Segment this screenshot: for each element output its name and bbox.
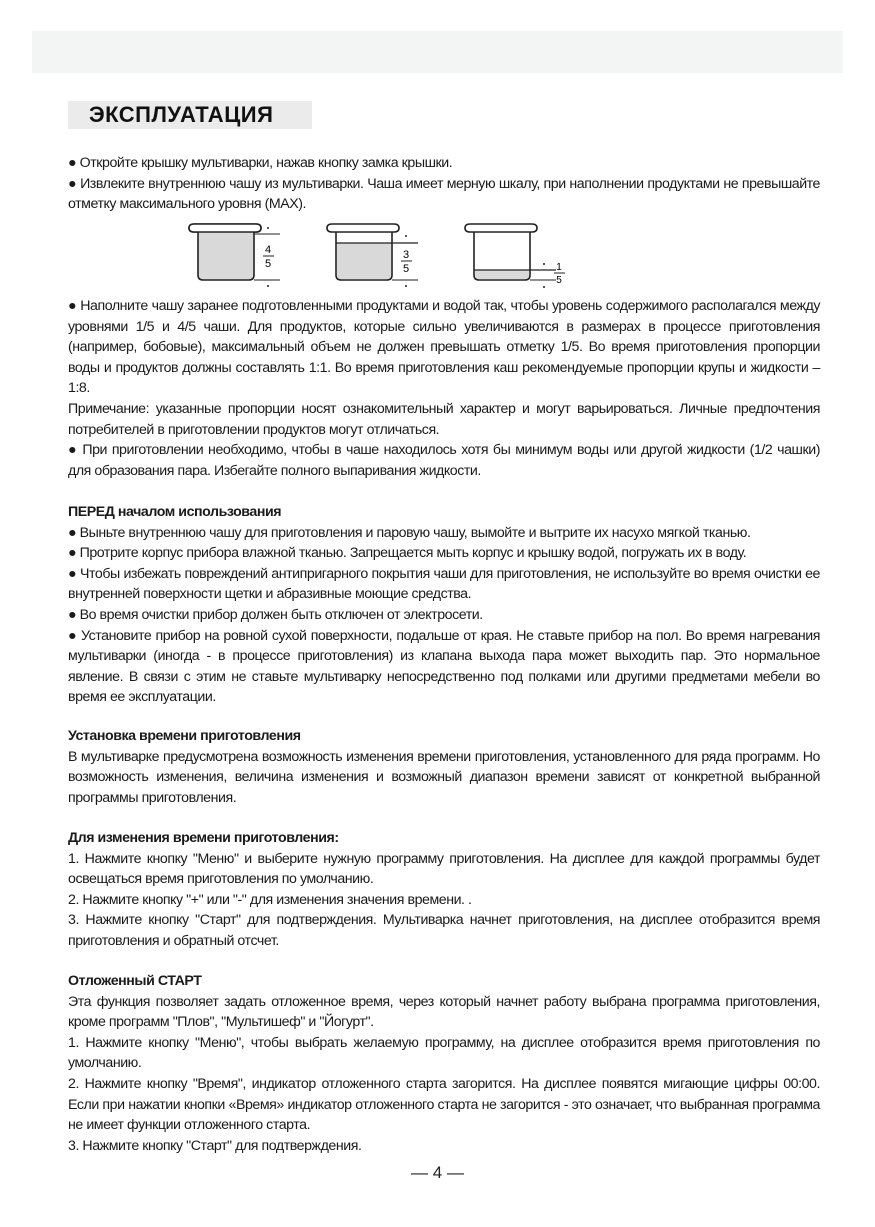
- fraction-denominator: 5: [402, 263, 410, 275]
- time-setting-section: [68, 726, 820, 808]
- list-item: ● Во время очистки прибор должен быть отключен от электросети.: [68, 606, 483, 623]
- fill-instructions: [68, 296, 820, 481]
- pot-1-5-diagram: [456, 220, 596, 288]
- before-use-section: [68, 502, 820, 708]
- list-item: ● Установите прибор на ровной сухой поверхности, подальше от края. Не ставьте прибор на пол. Во время нагревания мультиварки (иногда - в процессе приготовления) из клапана выхода пара может выходить пар. Это нормальное явление. В связи с этим не ставьте мультиварку непосредственно под полками или другими предметами мебели во время ее эксплуатации.: [68, 627, 820, 706]
- fraction-numerator: 3: [402, 249, 410, 261]
- list-item: ● Чтобы избежать повреждений антипригарного покрытия чаши для приготовления, не используйте во время очистки ее внутренней поверхности щетки и абразивные моющие средства.: [68, 565, 820, 603]
- section-heading: ПЕРЕД началом использования: [68, 504, 282, 520]
- delayed-start-section: [68, 971, 820, 1156]
- pot-4-5-diagram: [180, 220, 320, 288]
- step-item: 1. Нажмите кнопку "Меню" и выберите нужную программу приготовления. На дисплее для каждой программы будет освещаться время приготовления по умолчанию.: [68, 850, 820, 888]
- intro-item: ● Откройте крышку мультиварки, нажав кнопку замка крышки.: [68, 155, 453, 171]
- fraction-denominator: 5: [264, 258, 272, 270]
- step-item: 1. Нажмите кнопку "Меню", чтобы выбрать желаемую программу, на дисплее отобразится время приготовления по умолчанию.: [68, 1034, 820, 1072]
- section-title: ЭКСПЛУАТАЦИЯ: [68, 101, 312, 129]
- page-number: — 4 —: [411, 1163, 464, 1182]
- section-heading: Отложенный СТАРТ: [68, 973, 202, 989]
- section-heading: Установка времени приготовления: [68, 728, 301, 744]
- change-time-section: [68, 828, 820, 952]
- note-paragraph: Примечание: указанные пропорции носят ознакомительный характер и могут варьироваться. Личные предпочтения потребителей в приготовлении продуктов могут отличаться.: [68, 400, 820, 438]
- section-heading: Для изменения времени приготовления:: [68, 830, 339, 846]
- pot-3-5-diagram: [318, 220, 458, 288]
- step-item: 2. Нажмите кнопку "Время", индикатор отложенного старта загорится. На дисплее появятся мигающие цифры 00:00. Если при нажатии кнопки «Время» индикатор отложенного старта не загорится - это означает, что выбранная программа не имеет функции отложенного старта.: [68, 1075, 820, 1134]
- fraction-denominator: 5: [556, 275, 562, 286]
- paragraph: ● Наполните чашу заранее подготовленными продуктами и водой так, чтобы уровень содержимого располагался между уровнями 1/5 и 4/5 чаши. Для продуктов, которые сильно увеличиваются в размерах в процессе приготовления (например, бобовые), максимальный объем не должен превышать отметку 1/5. Во время приготовления пропорции воды и продуктов должны составлять 1:1. Во время приготовления каш рекомендуемые пропорции крупы и жидкости – 1:8.: [68, 298, 820, 397]
- page-header-bar: [32, 31, 843, 73]
- paragraph: Эта функция позволяет задать отложенное время, через который начнет работу выбрана программа приготовления, кроме программ "Плов", "Мультишеф" и "Йогурт".: [68, 993, 820, 1031]
- list-item: ● Протрите корпус прибора влажной тканью. Запрещается мыть корпус и крышку водой, погружать их в воду.: [68, 545, 747, 562]
- fill-level-diagrams: [180, 220, 600, 288]
- intro-block: [68, 153, 820, 215]
- step-item: 3. Нажмите кнопку "Старт" для подтверждения. Мультиварка начнет приготовления, на дисплее отобразится время приготовления и обратный отсчет.: [68, 912, 820, 949]
- intro-item: ● Извлеките внутреннюю чашу из мультиварки. Чаша имеет мерную шкалу, при наполнении продуктами не превышайте отметку максимального уровня (MAX).: [68, 175, 820, 213]
- paragraph: ● При приготовлении необходимо, чтобы в чаше находилось хотя бы минимум воды или другой жидкости (1/2 чашки) для образования пара. Избегайте полного выпаривания жидкости.: [68, 442, 820, 479]
- paragraph: В мультиварке предусмотрена возможность изменения времени приготовления, установленного для ряда программ. Но возможность изменения, величина изменения и возможный диапазон времени зависят от конкретной выбранной программы приготовления.: [68, 748, 820, 806]
- fraction-numerator: 1: [556, 262, 562, 273]
- step-item: 2. Нажмите кнопку "+" или "-" для изменения значения времени. .: [68, 891, 472, 908]
- list-item: ● Выньте внутреннюю чашу для приготовления и паровую чашу, вымойте и вытрите их насухо мягкой тканью.: [68, 524, 751, 541]
- fraction-numerator: 4: [264, 244, 272, 256]
- step-item: 3. Нажмите кнопку "Старт" для подтверждения.: [68, 1137, 362, 1154]
